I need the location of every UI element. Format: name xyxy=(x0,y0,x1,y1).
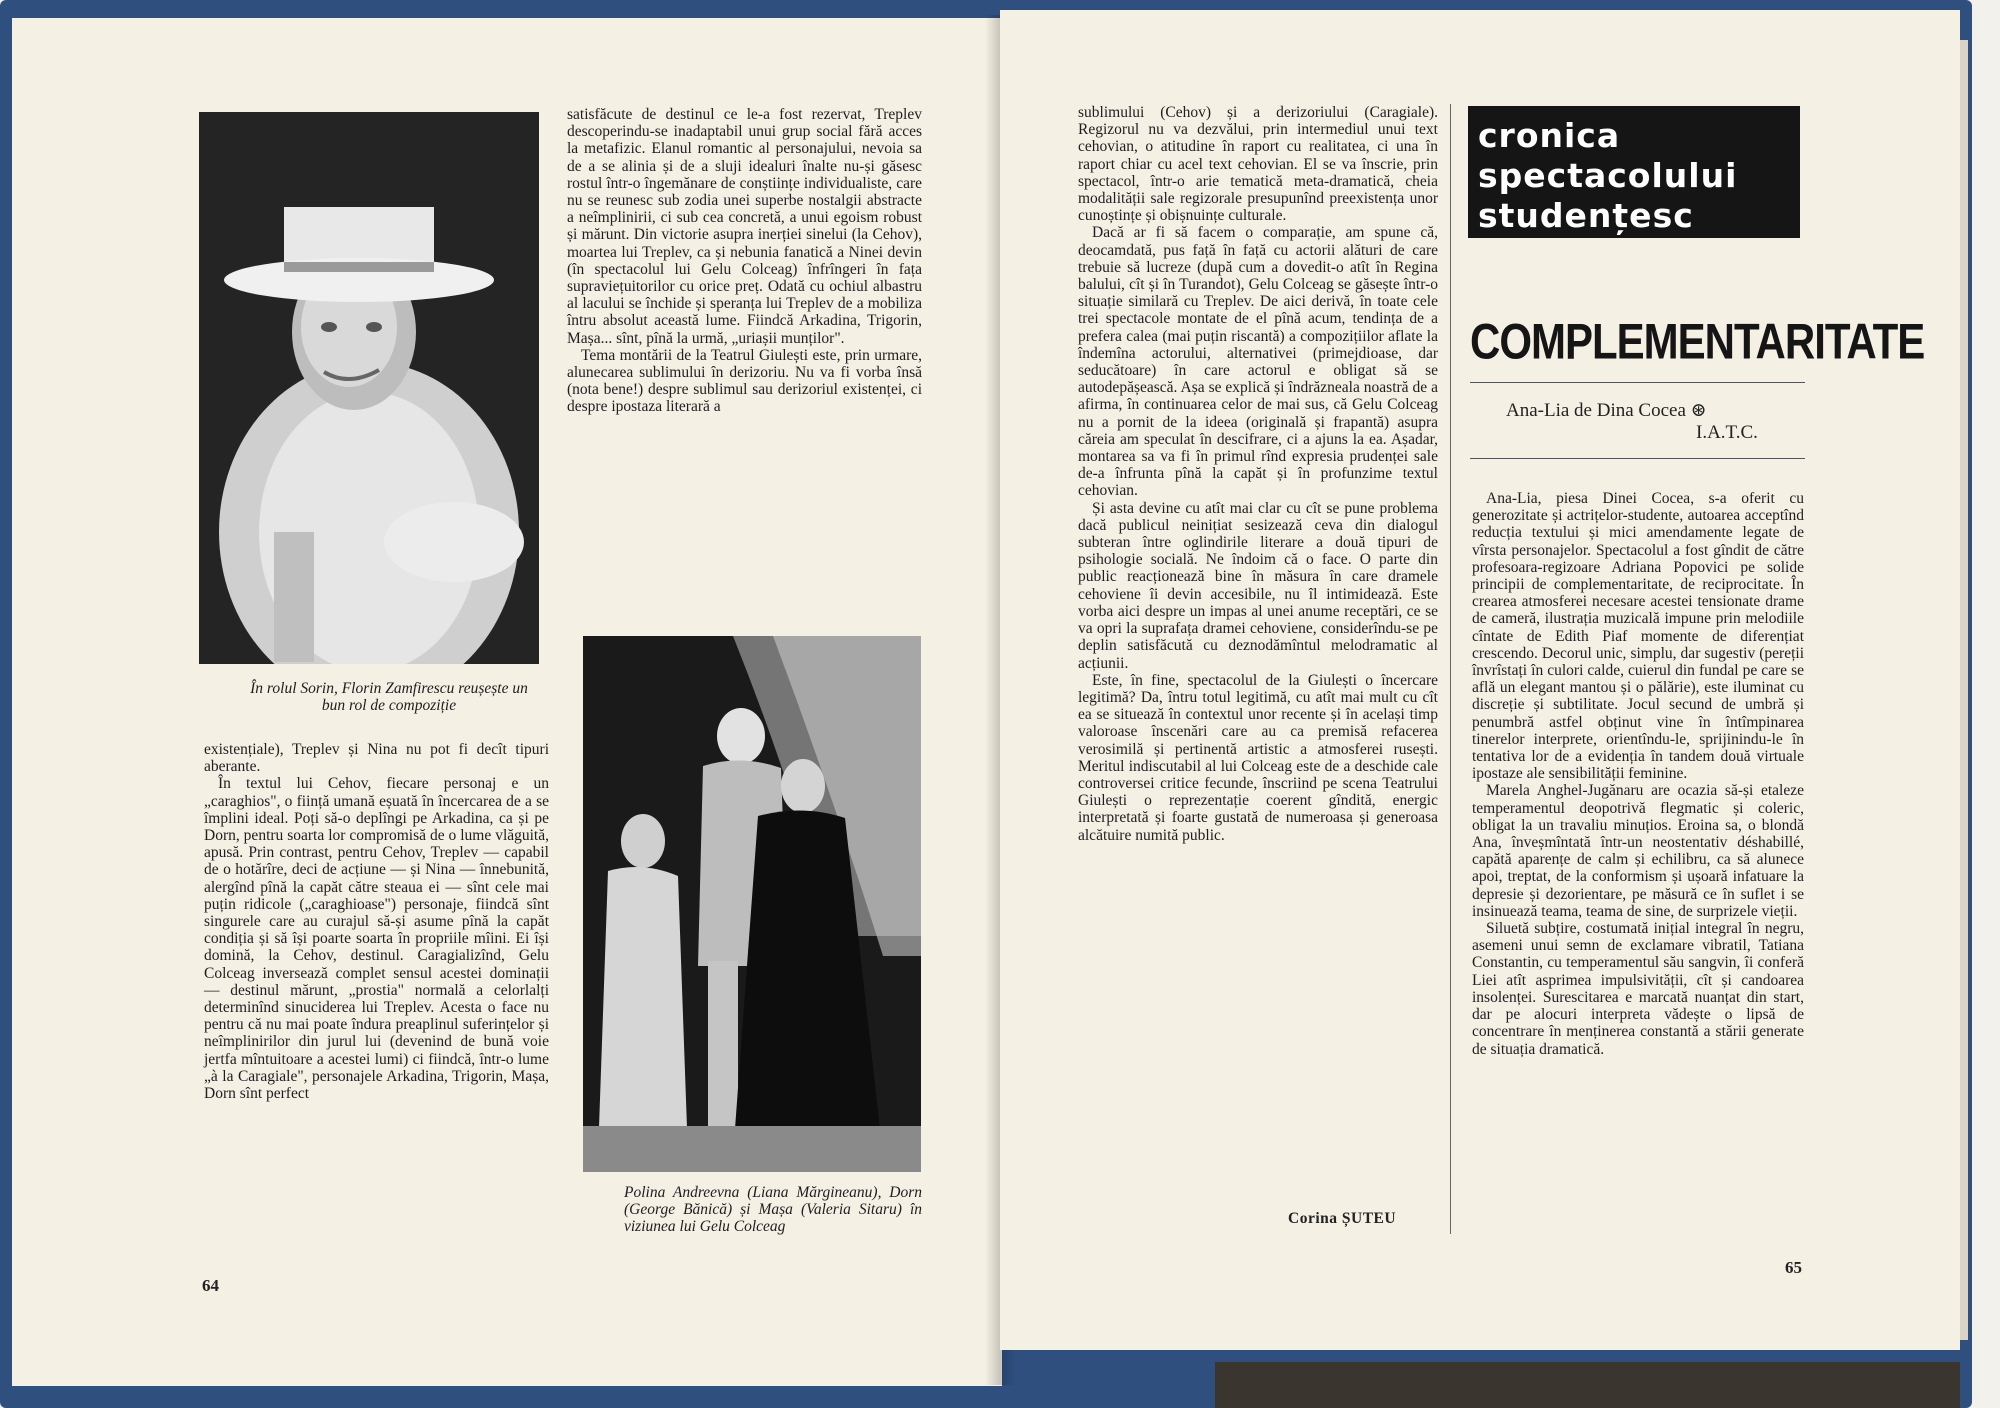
paragraph: Este, în fine, spectacolul de la Giulești o încercare legitimă? Da, întru totul legitimă, cu atît mai mult cu cît ea se situează în contextul unor recente și în același timp valoroase înscenări care au ca premisă refacerea verosimilă și pertinentă artistic a atmosferei rusești. Meritul indiscutabil al lui Colceag este de a deschide cale controversei critice fecunde, înscriind pe scena Teatrului Giulești o reprezentație coerent gîndită, energic interpretată și foarte gustată de numeroasa și generoasa alcătuire numită public. xyxy=(1078,671,1438,844)
page-edges xyxy=(1960,40,1968,1340)
left-page xyxy=(12,18,1002,1386)
column-divider xyxy=(1450,104,1451,1234)
author-signature: Corina ȘUTEU xyxy=(1288,1210,1397,1227)
paragraph: Dacă ar fi să facem o comparație, am spune că, deocamdată, pus față în față cu actorii alături de care trebuie să lucreze (după cum a dovedit-o atît în Regina balului, cît și în Turandot), Gelu Colceag se găsește într-o situație similară cu Treplev. De aici derivă, în toate cele trei spectacole montate de el pînă acum, tendința de a prefera calea (mai puțin riscantă) a compozițiilor aflate la îndemîna actorului, alternativei (primejdioase, dar seducătoare) în care actorul e obligat să se autodepășească. Așa se explică și îndrăzneala noastră de a afirma, în continuarea celor de mai sus, că Gelu Colceag nu a pornit de la ideea (originală și frapantă) asupra căreia am speculat în descifrare, ci a ajuns la ea. Așadar, montarea sa va fi în primul rînd expresia prudenței sale de-a înfrunta pînă la capăt și în profunzime textul cehovian. xyxy=(1078,224,1438,500)
article-column-d xyxy=(1472,490,1804,1058)
paragraph: sublimului (Cehov) și a derizoriului (Caragiale). Regizorul nu va dezvălui, prin intermediul unui text cehovian, o atitudine în raport cu realitatea, ci una în raport chiar cu acel text cehovian. El se va înscrie, prin spectacol, într-o arie tematică meta-dramatică, cheia modalității sale regizorale presupunînd preexistența unor cunoștințe și obișnuințe culturale. xyxy=(1078,104,1438,225)
photo-sorin xyxy=(199,112,539,664)
paragraph: Tema montării de la Teatrul Giulești este, prin urmare, alunecarea sublimului în derizoriu. Nu va fi vorba însă (nota bene!) despre sublimul sau derizoriul existenței, ci despre ipostaza literară a xyxy=(567,346,922,416)
banner-line: studențesc xyxy=(1478,196,1694,235)
paragraph: Și asta devine cu atît mai clar cu cît se pune problema dacă publicul neinițiat sesizează ceva din dialogul subteran între oglindirile literare a două tipuri de psihologie socială. Ne îndoim că o face. O parte din public reacționează bine în măsura în care dramele cehoviene îi devin accesibile, nu îl intimidează. Este vorba aici despre un impas al unei anume receptări, ce se va opri la suprafața dramei cehoviene, considerîndu-se pe deplin satisfăcută cu deznodămîntul melodramatic al acțiunii. xyxy=(1078,499,1438,672)
banner-line: cronica xyxy=(1478,116,1621,155)
section-banner xyxy=(1468,106,1800,238)
page-number: 65 xyxy=(1785,1258,1802,1277)
article-column-b xyxy=(567,106,922,416)
article-column-c xyxy=(1078,104,1438,844)
paragraph: existențiale), Treplev și Nina nu pot fi decît tipuri aberante. xyxy=(204,741,549,776)
page-number: 64 xyxy=(202,1276,219,1295)
paragraph: Siluetă subțire, costumată inițial integral în negru, asemeni unui semn de exclamare vibratil, Tatiana Constantin, cu temperamentul său sangvin, îi conferă Liei atît asprimea impulsivității, cît și candoarea insolenței. Surescitarea e marcată nuanțat din start, dar pe alocuri interpreta vădește o lipsă de concentrare în menținerea constantă a stării generate de situația dramatică. xyxy=(1472,920,1804,1058)
banner-line: spectacolului xyxy=(1478,156,1738,195)
article-headline: COMPLEMENTARITATE xyxy=(1470,312,1925,370)
paragraph: Ana-Lia, piesa Dinei Cocea, s-a oferit cu generozitate și actrițelor-studente, autoarea acceptînd reducția textului și mici amendamente legate de vîrsta personajelor. Spectacolul a fost gîndit de către profesoara-regizoare Adriana Popovici pe solide principii de complementaritate, de reciprocitate. În crearea atmosferei necesare acestei tensionate drame de cameră, ilustrația muzicală impune prin melodiile cîntate de Edith Piaf momente de diferențiat crescendo. Decorul unic, simplu, dar sugestiv (pereții învrîstați în culori calde, cuierul din fundal pe care se află un elegant mantou și o pălărie), este iluminat cu discreție și subtilitate. Jocul secund de umbră și penumbră astfel obținut vine în întîmpinarea tinerelor interprete, orientîndu-le, sprijinindu-le în tentativa lor de a evidenția în tandem două virtuale ipostaze ale sensibilității feminine. xyxy=(1472,490,1804,783)
paragraph: satisfăcute de destinul ce le-a fost rezervat, Treplev descoperindu-se inadaptabil unui grup social fără acces la metafizic. Elanul romantic al personajului, nevoia sa de a se alinia și de a sluji idealuri înalte nu-și găsesc rostul într-o îngemănare de conștiințe individualiste, care nu se reunesc sub zodia unei superbe nostalgii abstracte a neîmplinirii, ci sub cea concretă, a unui egoism robust și mărunt. Din victorie asupra inerției sinelui (la Cehov), moartea lui Treplev, ca și nebunia fanatică a Ninei devin (în spectacolul lui Gelu Colceag) înfrîngeri în fața supraviețuitorilor cu orice preț. Odată cu ochiul albastru al lacului se închide și speranța lui Treplev de a mobiliza întru absolut această lume. Fiindcă Arkadina, Trigorin, Mașa... sînt, pînă la urmă, „uriașii munților". xyxy=(567,106,922,347)
byline-rule xyxy=(1470,458,1805,459)
byline-title: Ana-Lia de Dina Cocea ⊛ xyxy=(1506,400,1707,421)
background-strip xyxy=(1215,1362,1960,1408)
photo-polina-dorn-masa xyxy=(583,636,921,1172)
paragraph: Marela Anghel-Jugănaru are ocazia să-și etaleze temperamentul deopotrivă flegmatic și coleric, obligat la un travaliu minuțios. Eroina sa, o blondă Ana, înveșmîntată într-un neostentativ déshabillé, capătă aparențe de calm și echilibru, ca să alunece apoi, treptat, de la conformism și ușoară infatuare la depresie și dezorientare, pe măsură ce în suflet i se insinuează teama, teama de sine, de surprizele vieții. xyxy=(1472,782,1804,920)
byline-institution: I.A.T.C. xyxy=(1696,422,1758,443)
article-column-a xyxy=(204,741,549,1102)
paragraph: În textul lui Cehov, fiecare personaj e un „caraghios", o ființă umană eșuată în încercarea de a se împlini ideal. Poți să-o deplîngi pe Arkadina, ca și pe Dorn, pentru soarta lor compromisă de o lume vlăguită, apusă. Prin contrast, pentru Cehov, Treplev — capabil de o hotărîre, deci de acțiune — și Nina — înnebunită, alergînd pînă la capăt către steaua ei — sînt cele mai puțin ridicole („caraghioase") personaje, fiindcă sînt singurele care au curajul să-și asume pînă la capăt condiția și să își poarte soarta în propriile mîini. Ei își domină, la Cehov, destinul. Caragializînd, Gelu Colceag inversează complet sensul acestei dominații — destinul mărunt, „prostia" normală a celorlalți determinînd sinuciderea lui Treplev. Acesta o face nu pentru că nu mai poate îndura preaplinul suferințelor și neîmplinirilor din jurul lui (devenind de bună voie jertfa mîntuitoare a acestei lumi) ci fiindcă, într-o lume „à la Caragiale", personajele Arkadina, Trigorin, Mașa, Dorn sînt perfect xyxy=(204,775,549,1103)
photo-caption-polina: Polina Andreevna (Liana Mărgineanu), Dorn (George Bănică) și Mașa (Valeria Sitaru) în viziunea lui Gelu Colceag xyxy=(624,1184,922,1235)
photo-caption-sorin: În rolul Sorin, Florin Zamfirescu reușește un bun rol de compoziție xyxy=(250,680,528,714)
headline-rule xyxy=(1470,382,1805,383)
